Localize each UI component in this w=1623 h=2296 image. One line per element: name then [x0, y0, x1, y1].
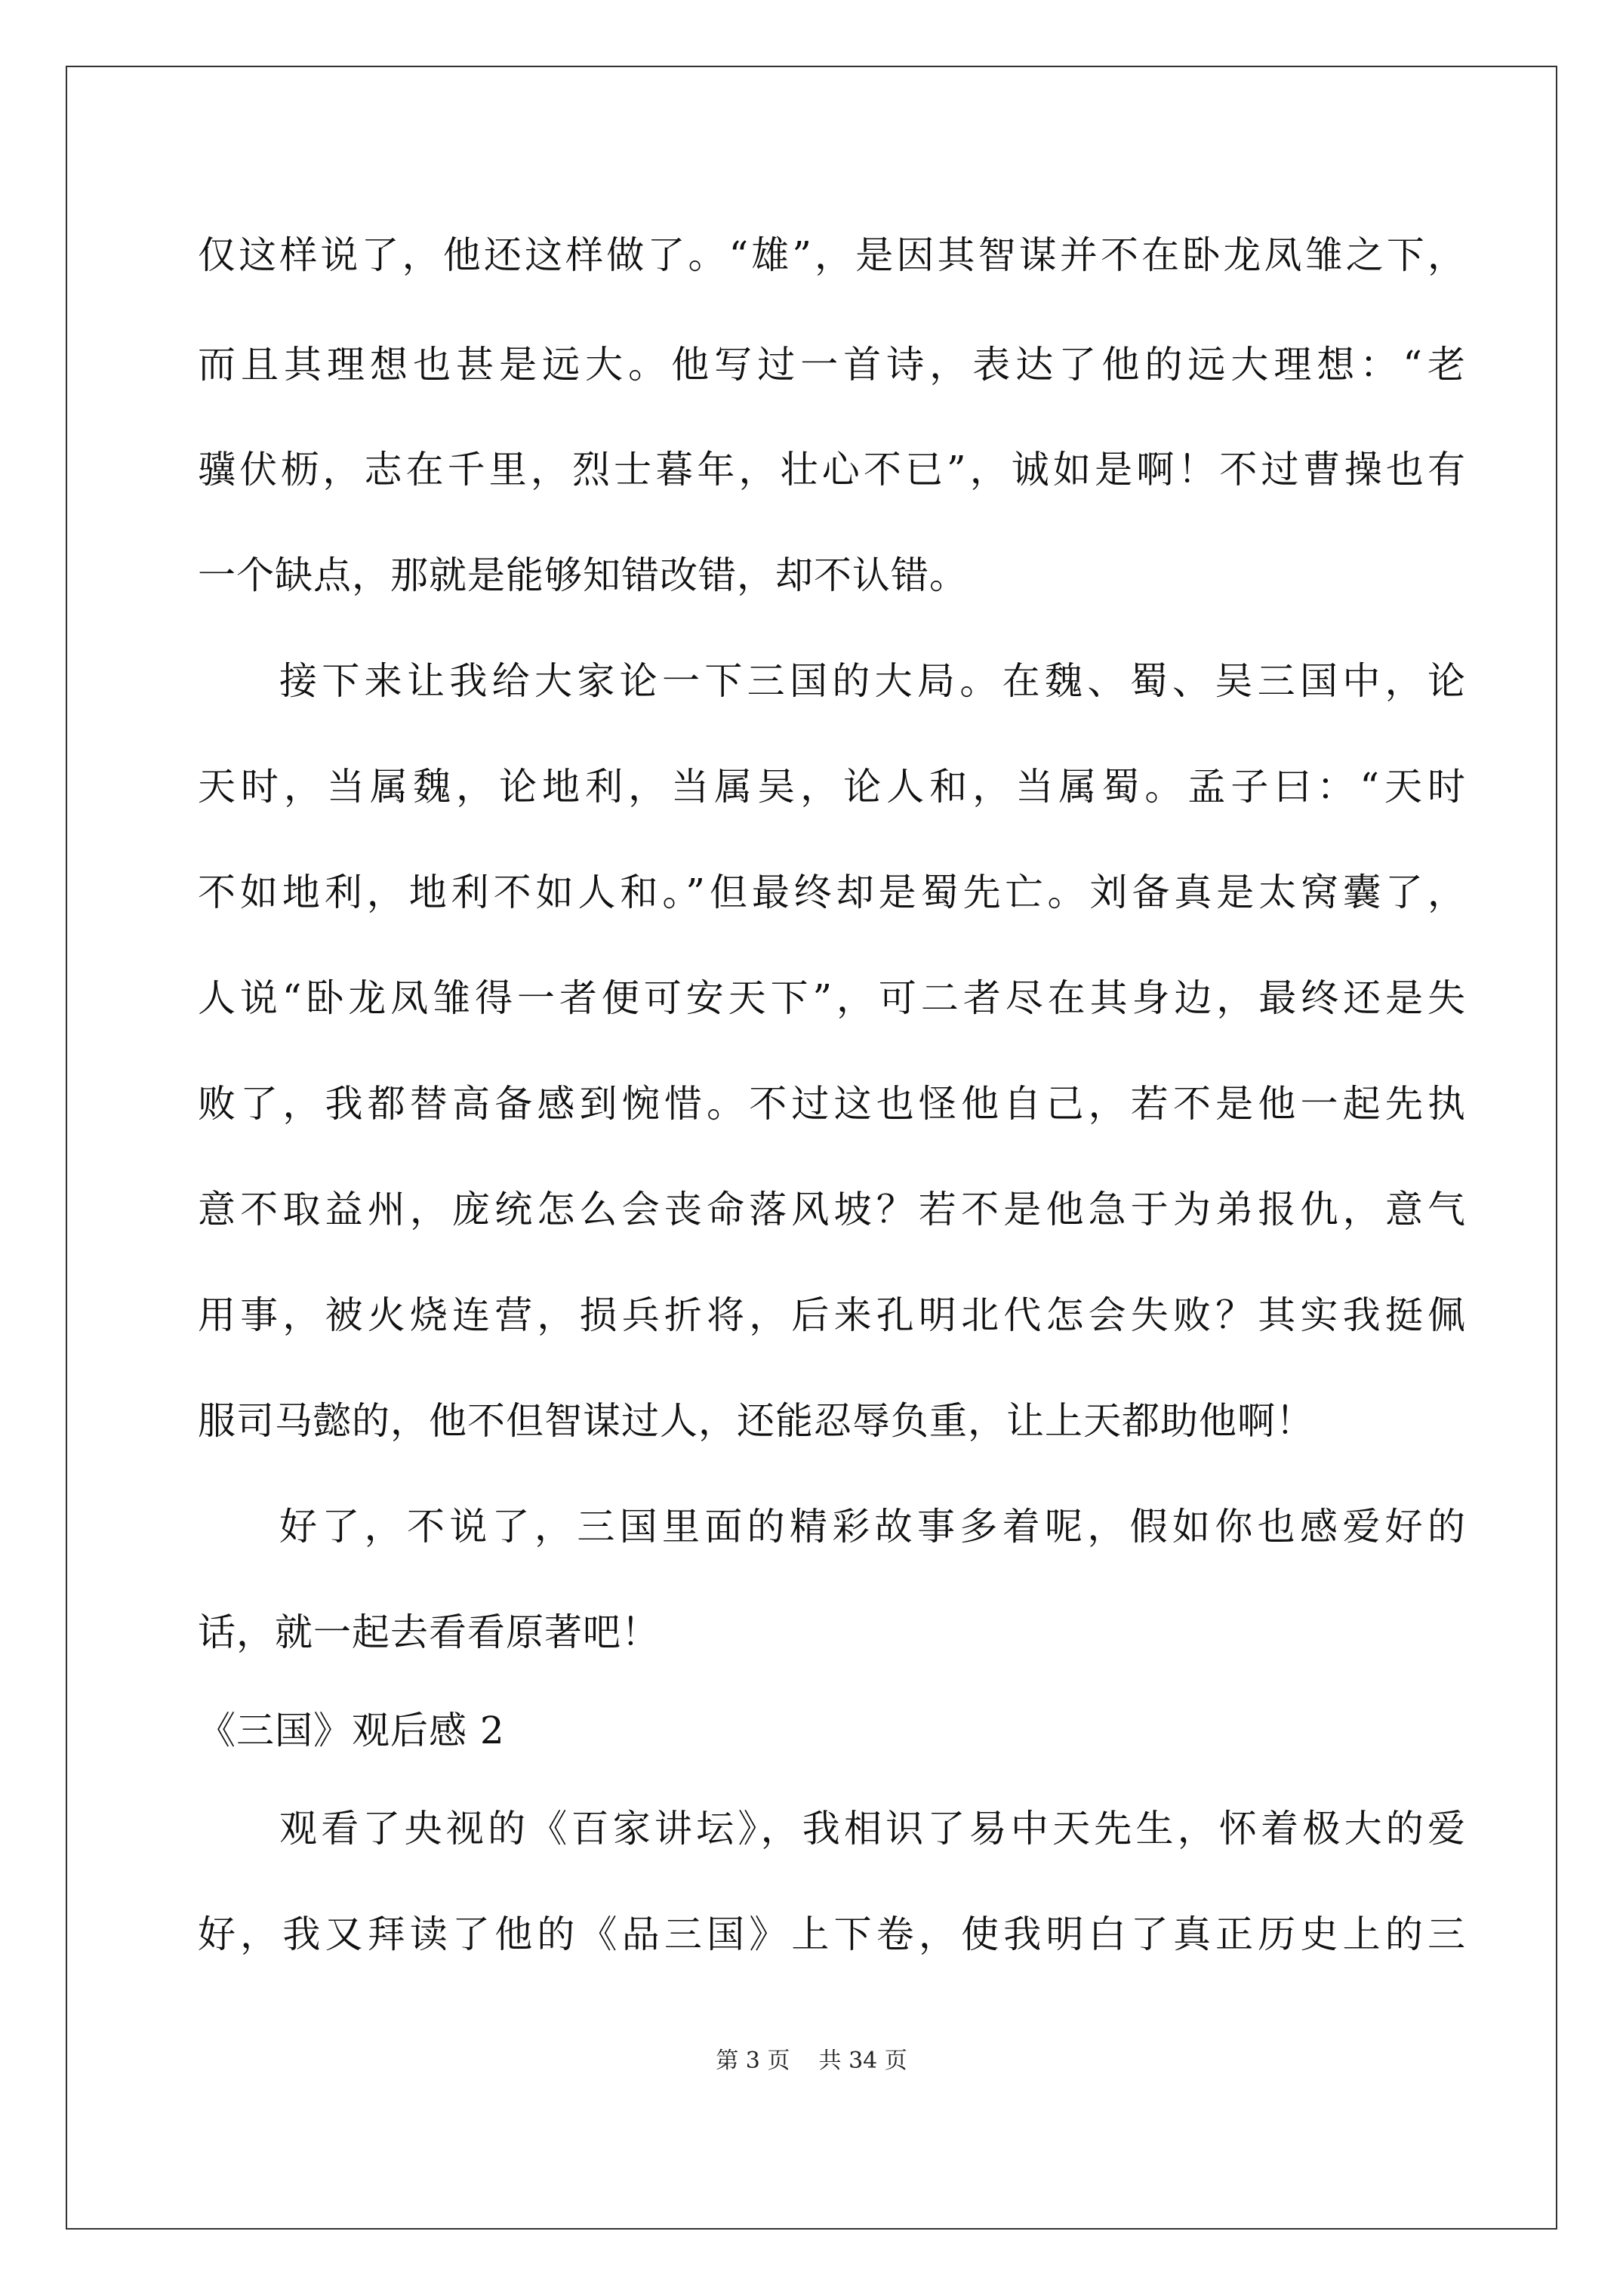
text-line: 天时，当属魏，论地利，当属吴，论人和，当属蜀。孟子曰：“天时 — [198, 765, 1466, 809]
page-border — [66, 66, 1557, 2230]
section-heading: 《三国》观后感 2 — [198, 1709, 505, 1752]
text-line: 不如地利，地利不如人和。”但最终却是蜀先亡。刘备真是太窝囊了， — [198, 871, 1466, 914]
text-line: 好了，不说了，三国里面的精彩故事多着呢，假如你也感爱好的 — [279, 1505, 1466, 1549]
page-total: 共 34 页 — [818, 2048, 907, 2074]
text-line: 人说“卧龙凤雏得一者便可安天下”，可二者尽在其身边，最终还是失 — [198, 976, 1466, 1020]
text-line: 接下来让我给大家论一下三国的大局。在魏、蜀、吴三国中，论 — [279, 659, 1466, 703]
text-line: 话，就一起去看看原著吧！ — [198, 1610, 660, 1654]
text-line: 意不取益州，庞统怎么会丧命落风坡？若不是他急于为弟报仇，意气 — [198, 1188, 1466, 1231]
text-line: 一个缺点，那就是能够知错改错，却不认错。 — [198, 553, 968, 597]
text-line: 服司马懿的，他不但智谋过人，还能忍辱负重，让上天都助他啊！ — [198, 1399, 1314, 1443]
text-line: 骥伏枥，志在千里，烈士暮年，壮心不已”，诚如是啊！不过曹操也有 — [198, 448, 1466, 492]
text-line: 而且其理想也甚是远大。他写过一首诗，表达了他的远大理想：“老 — [198, 343, 1466, 387]
text-line: 败了，我都替高备感到惋惜。不过这也怪他自己，若不是他一起先执 — [198, 1082, 1466, 1126]
text-line: 观看了央视的《百家讲坛》，我相识了易中天先生，怀着极大的爱 — [279, 1807, 1466, 1851]
text-line: 仅这样说了，他还这样做了。“雄”，是因其智谋并不在卧龙凤雏之下， — [198, 233, 1466, 277]
text-line: 用事，被火烧连营，损兵折将，后来孔明北代怎会失败？其实我挺佩 — [198, 1293, 1466, 1337]
page-footer — [0, 2046, 1623, 2076]
text-line: 好，我又拜读了他的《品三国》上下卷，使我明白了真正历史上的三 — [198, 1912, 1466, 1956]
page-number: 第 3 页 — [716, 2048, 790, 2074]
